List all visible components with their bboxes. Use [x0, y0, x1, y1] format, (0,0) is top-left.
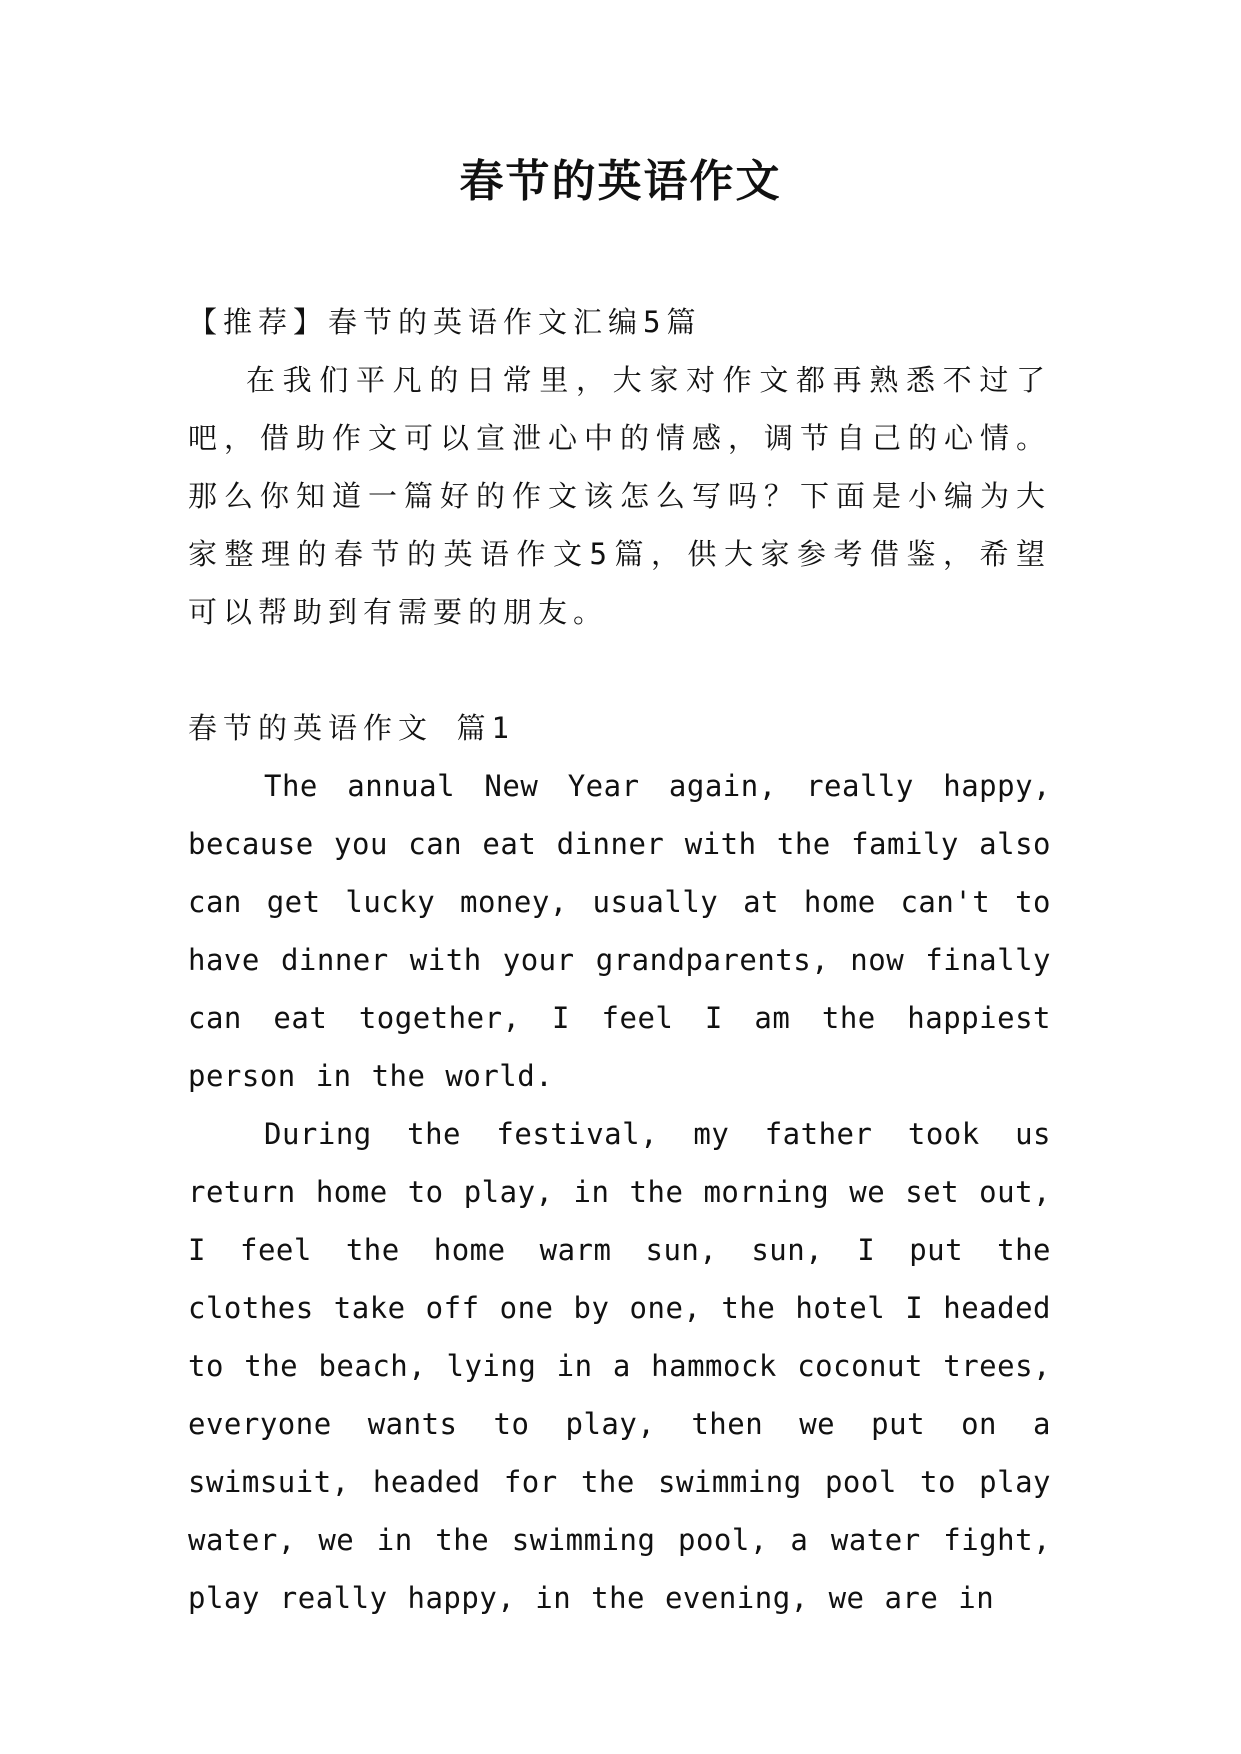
document-body [188, 293, 1051, 1627]
essay-paragraph-2: During the festival, my father took us return home to play, in the morning we set out, I feel the home warm sun, sun, I put the clothes take off one by one, the hotel I headed to the beach, lying in a hammock coconut trees, everyone wants to play, then we put on a swimsuit, headed for the swimming pool to play water, we in the swimming pool, a water fight, play really happy, in the evening, we are in [188, 1117, 1051, 1615]
intro-paragraph: 在我们平凡的日常里，大家对作文都再熟悉不过了吧，借助作文可以宣泄心中的情感，调节自己的心情。那么你知道一篇好的作文该怎么写吗？下面是小编为大家整理的春节的英语作文5篇，供大家参考借鉴，希望可以帮助到有需要的朋友。 [188, 363, 1051, 629]
essay-paragraph-1: The annual New Year again, really happy, because you can eat dinner with the family also can get lucky money, usually at home can't to have dinner with your grandparents, now finally can eat together, I feel I am the happiest person in the world. [188, 769, 1051, 1093]
document-title: 春节的英语作文 [459, 156, 782, 207]
paragraph-spacer [188, 641, 1051, 699]
document-subtitle: 【推荐】春节的英语作文汇编5篇 [188, 305, 702, 339]
section-heading: 春节的英语作文 篇1 [188, 711, 515, 745]
